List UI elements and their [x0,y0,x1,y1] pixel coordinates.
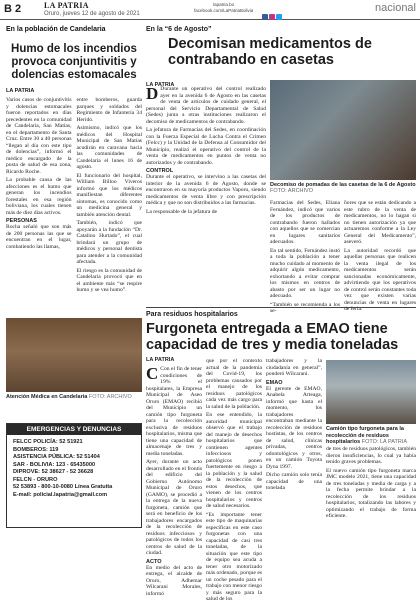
bottom-story-col3 [266,358,322,494]
section-name: nacional [375,2,416,14]
emergency-line: FELCC POLICÍA: 52 51921 [13,439,83,445]
subheading: ACTO [146,558,162,565]
paragraph: C Con el fin de tener condiciones de 19% el hospitalares, la Empresa Municipal de Aseo Oruro (EMAO) recibió del Municipio un camión tipo furgoneta para la recolección exclusiva de residuos hospitalarios, misma que tiene una capacidad de almacenaje de tres y media toneladas. [146,364,202,457]
facebook-icon[interactable] [262,14,268,20]
paragraph: Ayer, durante un acto desarrollado en el frontis del edificio del Gobierno Autónomo Municipal de Oruro (GAMO), se procedió a la entrega de la nueva furgoneta, camión que será en beneficio de los trabajadores encargados de la recolección de residuos infecciosos y patológicos de todos los centros de salud de la ciudad. [146,459,202,556]
paragraph: La responsable de la jefatura de [146,208,217,215]
emergency-email[interactable]: E-mail: policial.lapatria@gmail.com [13,491,108,498]
main-story-col2 [270,200,340,317]
web-links [194,2,253,14]
truck-photo [326,360,416,424]
emergency-title: EMERGENCIAS Y DENUNCIAS [7,424,141,435]
photo-caption: Atención Médica en Candelaria FOTO: ARCHIVO [6,394,132,400]
main-story-kicker: En la “6 de Agosto” [146,26,212,33]
paragraph: El nuevo camión tipo furgoneta marca JMC modelo 2021, tiene una capacidad de tres toneladas y media de carga y a la fecha permite brindar a la recolección de los residuos hospitalarios, totalizando las labores y optimizando el trabajo de forma eficiente. [326,467,416,519]
section-divider [146,307,416,308]
subheading: EMAO [266,379,283,386]
paragraph: entre bomberos, guarda parques y soldados del Regimiento de Infantería 34 Herido. [76,97,142,123]
paragraph: Dicho camión solo tenía capacidad de una tonelada [266,472,322,491]
bottom-story-col4 [326,446,416,522]
paragraph: La probable causa de las afecciones es el humo que generan los incendios forestales en esa región boliviana, los cuales tienen más de diez días activos. [6,177,72,216]
dropcap: D [146,84,159,103]
emergency-line: ASISTENCIA PÚBLICA: 52 51404 [13,454,100,460]
paragraph: En medio del acto de entrega, el alcalde de Oruro, Adhemar Wilcarani Morales, informó [146,564,202,597]
bottom-story-title: Furgoneta entregada a EMAO tiene capacidad de tres y media toneladas [146,321,399,353]
paragraph: Rocha señaló que son más de 200 personas las que se encuentran en el lugar, combatiendo las llamas, [6,224,72,250]
paragraph: ñores que se están dedicando a este rubro de la venta de medicamentos, no lo hagan si no tienen autorización ya que actuaremos conforme a la Ley General del Medicamento”, aseveró. [344,200,416,245]
main-story-title: Decomisan medicamentos de contrabando en casetas [168,36,372,68]
main-story-source: LA PATRIA [146,82,175,88]
paragraph: Varios casos de conjuntivitis y dolencias estomacales fueron reportados en días precedentes en la comunidad de Candelaria, San Matías, en el departamento de Santa Cruz. Entre 30 a 40 personas “llegan al día con este tipo de dolencias”, informó el médico encargado de la posta de salud de esa zona, Ricardo Roche. [6,97,72,175]
paragraph: Asimismo, indicó que los médicos del Hospital Municipal de San Matías acudirán en caravana hacia las comunidades de Candelaria el lunes 16 de agosto. [76,125,142,170]
dropcap: C [146,364,159,383]
photo-caption: Decomiso de pomadas de las casetas de la 6 de Agosto FOTO: ARCHIVO [270,182,416,194]
twitter-icon[interactable] [276,14,282,20]
left-story-source: LA PATRIA [6,88,35,94]
bottom-story-source: LA PATRIA [146,357,175,363]
paragraph: “También se recomienda a los se- [270,301,340,314]
left-story-col2 [77,97,143,296]
left-story [6,26,142,400]
emergency-line: BOMBEROS: 119 [13,446,59,453]
page-header [0,0,420,20]
paragraph: En tal sentido, Fernández instó a toda la población a tener mucho cuidado al momento de adquirir algún medicamento, exhortando a evitar comprar los mismos en centros de abasto por ser un lugar no adecuado. [270,247,340,299]
paragraph: También, indicó que apoyarán a la fundación “Dr. Catalino Hurtado”, el cual brindará un grupo de médicos y personal dentista para atender a la comunidad afectada. [76,220,142,265]
left-story-title: Humo de los incendios provoca conjuntivitis y dolencias estomacales [11,43,137,81]
photo-credit: FOTO: ARCHIVO [88,394,132,400]
paragraph: Farmacias del Sedes, Eliana Fernández, indicó que varios de los productos de contrabando fueron hallados con aquellos que se comercian en lugares sanitarios adecuados. [270,200,340,245]
page-number: B 2 [4,3,22,15]
emergency-line: 52 53893 - 800-10-0080 Línea Gratuita [13,484,113,490]
paragraph: El gerente de EMAO, Anabela Arteaga, informó que hasta el momento, los trabajadores encontraban mediante la recolección de residuos hostistas, de los centros de salud, clínicas privadas, centros odontológicos y otros, en un camión Toyota Dyna 1997. [266,385,322,470]
main-story-col3 [344,200,416,315]
paragraph: “Es importante tener este tipo de maquinarias específicas en este caso furgonetas con una capacidad de casi tres toneladas, de la situación que este tipo de equipo sea acuda a tener otro motorizado más ordenado, porque es un coche pesado para el trabajo con menor riesgo y más seguro para la salud de los [206,511,262,602]
paragraph: que por el contexto actual de la pandemia del Covid-19, los problemas causados por el manejo de los residuos patológicos cada vez más cargo para la salud de la población. [206,358,262,410]
paragraph: El riesgo es la comunidad de Candelaria provocó que en el ambiente más “se respire humo y se vea humo”. [76,267,142,293]
paragraph: trabajadores y la ciudadanía en general”, ponderó Wilcarani. [266,358,322,377]
paragraph: En ese entendido, la autoridad municipal observó que el trabajo del manejo de desechos hospitalarios que contienen agentes infecciosos y patológicos ponen fuertemente en riesgo a la población y la salud de la recolección de estos desechos, que vienen de los centros hospitalarios y centros de salud necesarios. [206,412,262,509]
paragraph: Durante el operativo, se intervino a las casetas del interior de la avenida 6 de Agosto, donde se encontraron en su mayoría productos Vaporu, siendo medicamentos de venta libre y con prescripción médica y que no son distribuidos a las farmacias. [146,174,266,206]
instagram-icon[interactable] [269,14,275,20]
photo-caption: Camión tipo furgoneta para la recolección de residuos hospitalarios FOTO: LA PATRIA [326,426,407,445]
paragraph: de tres de residuos patológicos, también dieron insuficiencias, lo cual ya había tenido graves problemas. [326,446,416,465]
photo-credit: FOTO: ARCHIVO [270,188,313,194]
medicines-photo [270,80,416,180]
bottom-story-col1 [146,366,202,599]
paragraph: La autoridad recordó que aquellas personas que realicen la venta ilegal de los medicamentos serán sancionadas económicamente, advirtiendo que los operativos de control serán constantes toda vez que existen varias denuncias de venta en lugares de feria. [344,247,416,312]
paragraph: El funcionario del hospital, William Billoo Viveros informó que los médicos manifiestan diferentes síntomas, es conocido como un medicina general y también atención dental. [76,172,142,218]
subheading: PERSONAS [6,218,37,224]
left-story-kicker: En la población de Candelaria [6,26,106,33]
paragraph: La jefatura de Farmacias del Sedes, en coordinación con la Fuerza Especial de Lucha Contra el Crimen (Felcc) y la Unidad de la Defensa al Consumidor del Municipio, realizó el operativo del control de la venta de medicamentos en puntos de venta no autorizados y de contrabando. [146,127,266,166]
issue-date: Oruro, jueves 12 de agosto de 2021 [44,11,140,17]
social-icons [262,7,283,25]
facebook-link[interactable]: facebook.com/LaPatriaBolivia [194,8,254,13]
bottom-story-kicker: Para residuos hospitalarios [146,311,238,318]
emergency-line: DIPROVE: 52 38627 - 52 36628 [13,469,94,475]
emergency-list [7,435,141,503]
emergency-line: FELCN - ORURO [13,476,58,483]
masthead: LA PATRIA [44,1,89,10]
candelaria-photo [6,318,142,392]
main-story [146,26,416,314]
main-story-col1 [146,86,266,217]
subheading: CONTROL [146,168,174,174]
paragraph: D Durante un operativo del control realizado ayer en la avenida 6 de Agosto en las casetas de venta de artículos de cuidado general, el personal del Servicio Departamental de Salud (Sedes) junta a otras instituciones realizaron el decomiso de medicamentos de contrabando. [146,84,266,125]
bottom-story-col2 [206,358,262,605]
website-link[interactable]: lapatria.bo [213,2,235,7]
emergency-line: SAR - BOLIVIA: 123 - 65435000 [13,461,96,468]
emergency-box [6,423,142,528]
photo-credit: FOTO: LA PATRIA [361,439,407,445]
left-story-col1 [6,97,72,296]
